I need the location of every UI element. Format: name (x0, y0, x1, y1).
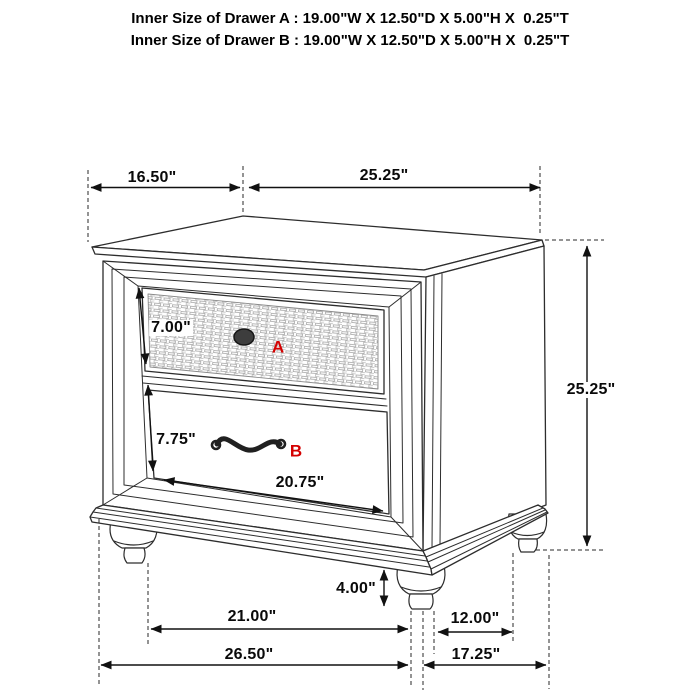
dim-overall-width: 26.50" (224, 646, 274, 663)
dim-leg-height: 4.00" (336, 580, 376, 597)
front-right-leg-foot (409, 594, 433, 609)
drawer-a-inner-size-text: Inner Size of Drawer A : 19.00"W X 12.50"D X 5.00"H X 0.25"T (131, 10, 569, 27)
dim-drawer-b-width: 20.75" (275, 474, 325, 491)
drawer-b-inner-size-text: Inner Size of Drawer B : 19.00"W X 12.50"D X 5.00"H X 0.25"T (130, 32, 570, 49)
drawer-a-label: A (271, 337, 285, 357)
dim-top-depth: 16.50" (127, 169, 177, 186)
drawer-a-knob (234, 329, 254, 345)
dim-side-leg-spacing: 12.00" (450, 610, 500, 627)
dim-drawer-b-height: 7.75" (156, 431, 196, 448)
front-left-leg-foot (124, 548, 145, 563)
dim-overall-height: 25.25" (566, 381, 616, 398)
rear-right-leg-foot (519, 539, 538, 552)
dim-front-leg-spacing: 21.00" (227, 608, 277, 625)
dim-top-width: 25.25" (359, 167, 409, 184)
dim-overall-depth: 17.25" (451, 646, 501, 663)
drawer-b-label: B (289, 441, 303, 461)
cabinet-line-art (90, 216, 548, 609)
dim-drawer-a-height: 7.00" (151, 319, 191, 336)
